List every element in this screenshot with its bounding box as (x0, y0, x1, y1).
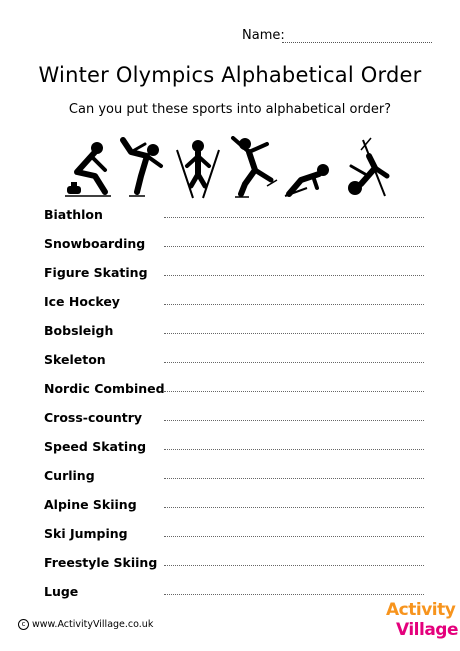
answer-line[interactable] (164, 362, 424, 363)
sport-pictograms (65, 136, 395, 202)
sport-label: Ice Hockey (44, 294, 120, 309)
answer-line[interactable] (164, 449, 424, 450)
logo-word-activity: Activity (386, 600, 456, 620)
sport-row (44, 205, 424, 234)
page-title: Winter Olympics Alphabetical Order (38, 63, 422, 87)
answer-line[interactable] (164, 594, 424, 595)
sport-label: Alpine Skiing (44, 497, 137, 512)
answer-line[interactable] (164, 217, 424, 218)
name-line[interactable] (282, 42, 432, 43)
answer-line[interactable] (164, 246, 424, 247)
sport-row (44, 582, 424, 611)
sport-row (44, 292, 424, 321)
activity-village-logo (386, 600, 459, 646)
sport-row (44, 379, 424, 408)
answer-line[interactable] (164, 507, 424, 508)
sport-label: Biathlon (44, 207, 103, 222)
sport-row (44, 437, 424, 466)
page-subtitle: Can you put these sports into alphabetical order? (68, 102, 392, 117)
sport-label: Curling (44, 468, 95, 483)
sport-row (44, 553, 424, 582)
answer-line[interactable] (164, 420, 424, 421)
answer-line[interactable] (164, 304, 424, 305)
ski-jumping-pictogram-icon (173, 136, 223, 200)
sport-row (44, 495, 424, 524)
answer-line[interactable] (164, 536, 424, 537)
sport-label: Nordic Combined (44, 381, 165, 396)
sport-label: Luge (44, 584, 79, 599)
sport-label: Cross-country (44, 410, 143, 425)
sport-label: Freestyle Skiing (44, 555, 158, 570)
answer-line[interactable] (164, 565, 424, 566)
sport-row (44, 234, 424, 263)
skeleton-pictogram-icon (283, 136, 337, 200)
sports-list (44, 205, 424, 611)
speed-skating-pictogram-icon (227, 136, 279, 200)
sport-row (44, 263, 424, 292)
curling-pictogram-icon (65, 136, 113, 198)
alpine-skiing-pictogram-icon (341, 136, 395, 202)
sport-label: Skeleton (44, 352, 106, 367)
copyright-icon: c (18, 619, 29, 630)
answer-line[interactable] (164, 275, 424, 276)
sport-label: Figure Skating (44, 265, 148, 280)
name-label: Name: (242, 28, 285, 43)
sport-label: Ski Jumping (44, 526, 128, 541)
answer-line[interactable] (164, 333, 424, 334)
sport-label: Bobsleigh (44, 323, 114, 338)
sport-row (44, 466, 424, 495)
answer-line[interactable] (164, 391, 424, 392)
footer-url-text: www.ActivityVillage.co.uk (32, 619, 154, 630)
footer-url[interactable] (18, 619, 153, 630)
sport-row (44, 321, 424, 350)
sport-label: Speed Skating (44, 439, 147, 454)
sport-label: Snowboarding (44, 236, 146, 251)
sport-row (44, 408, 424, 437)
name-field[interactable] (242, 28, 432, 48)
sport-row (44, 350, 424, 379)
sport-row (44, 524, 424, 553)
logo-word-village: Village (396, 620, 459, 640)
figure-skating-pictogram-icon (117, 136, 167, 200)
answer-line[interactable] (164, 478, 424, 479)
